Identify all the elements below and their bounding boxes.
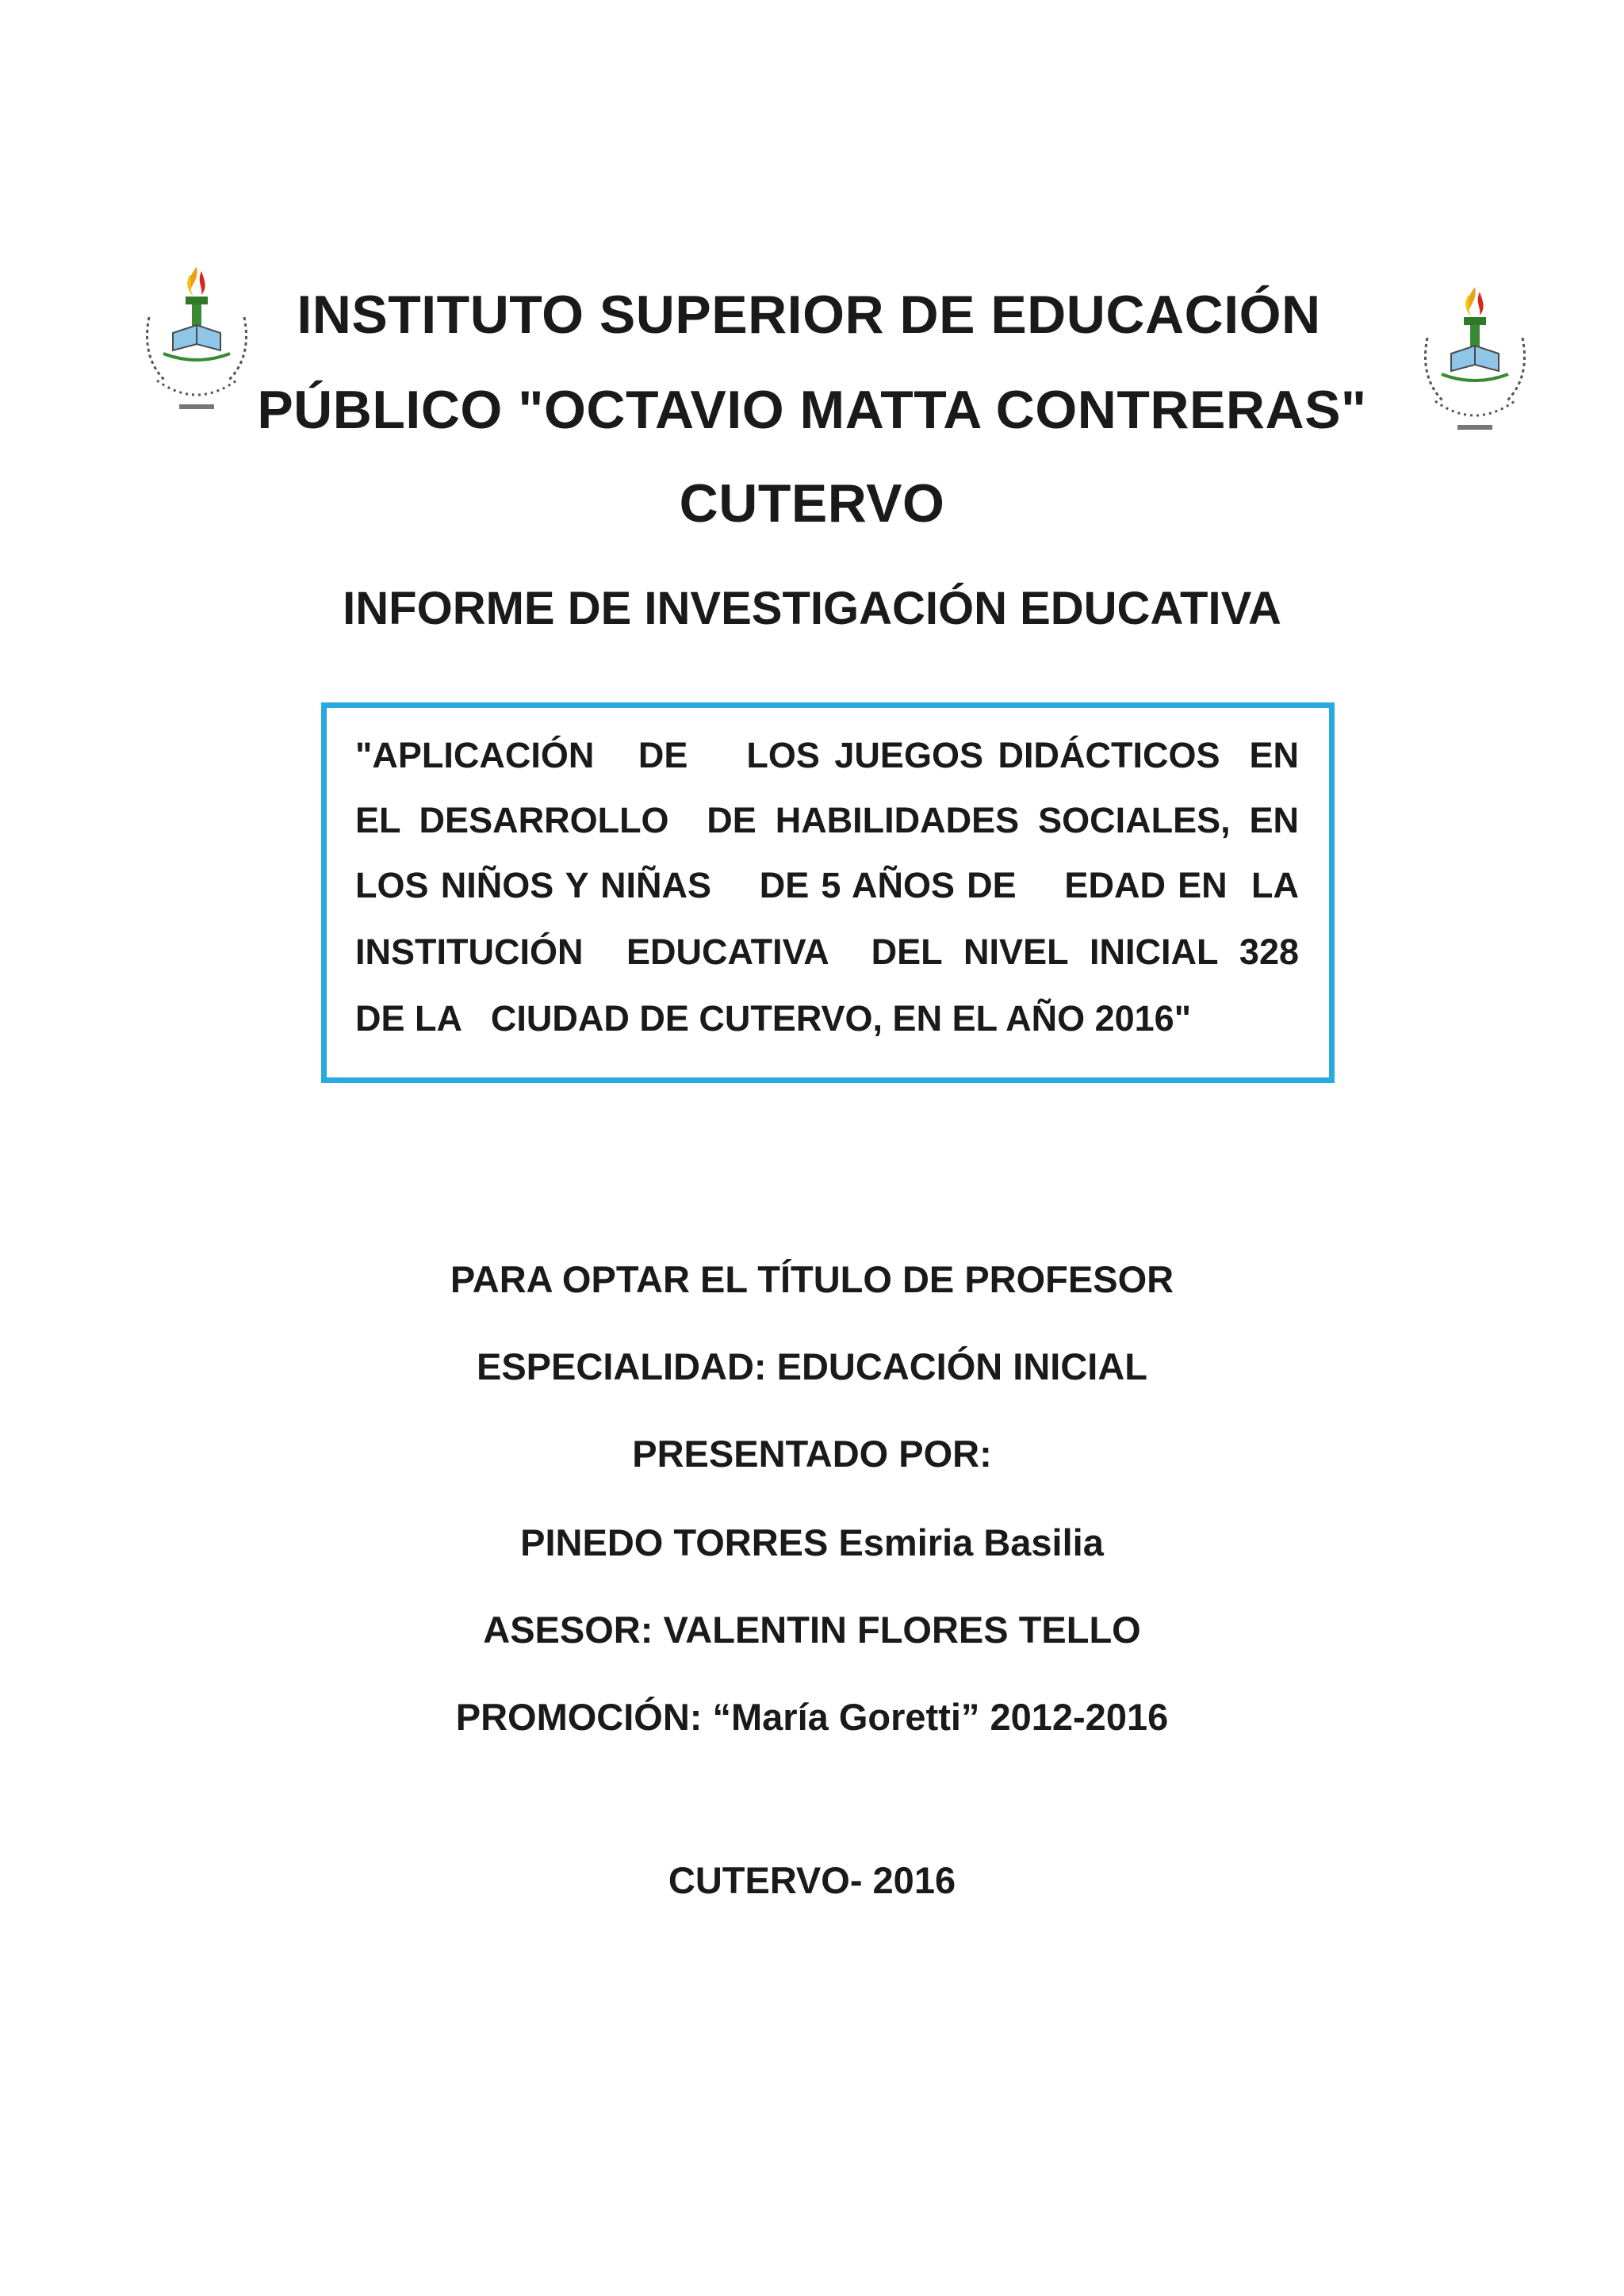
thesis-title-line: LOS NIÑOS Y NIÑAS DE 5 AÑOS DE EDAD EN LA bbox=[355, 865, 1299, 905]
advisor-name: ASESOR: VALENTIN FLORES TELLO bbox=[483, 1609, 1141, 1651]
thesis-title-line: EL DESARROLLO DE HABILIDADES SOCIALES, EN bbox=[355, 800, 1299, 840]
degree-statement: PARA OPTAR EL TÍTULO DE PROFESOR bbox=[450, 1258, 1174, 1300]
thesis-title-line: DE LA CIUDAD DE CUTERVO, EN EL AÑO 2016" bbox=[355, 998, 1192, 1039]
specialty: ESPECIALIDAD: EDUCACIÓN INICIAL bbox=[476, 1345, 1148, 1387]
report-type-heading: INFORME DE INVESTIGACIÓN EDUCATIVA bbox=[343, 583, 1281, 634]
institution-name-line-1: INSTITUTO SUPERIOR DE EDUCACIÓN bbox=[297, 285, 1321, 345]
institution-name-line-2: PÚBLICO "OCTAVIO MATTA CONTRERAS" bbox=[257, 380, 1367, 440]
promotion: PROMOCIÓN: “María Goretti” 2012-2016 bbox=[455, 1696, 1169, 1738]
city-year: CUTERVO- 2016 bbox=[668, 1859, 956, 1901]
author-name: PINEDO TORRES Esmiria Basilia bbox=[520, 1521, 1104, 1563]
thesis-title-line: INSTITUCIÓN EDUCATIVA DEL NIVEL INICIAL 328 bbox=[355, 932, 1299, 972]
presented-by-label: PRESENTADO POR: bbox=[632, 1433, 992, 1475]
thesis-title-line: "APLICACIÓN DE LOS JUEGOS DIDÁCTICOS EN bbox=[355, 735, 1299, 775]
institution-city: CUTERVO bbox=[679, 473, 945, 534]
thesis-title-box bbox=[321, 702, 1335, 1083]
